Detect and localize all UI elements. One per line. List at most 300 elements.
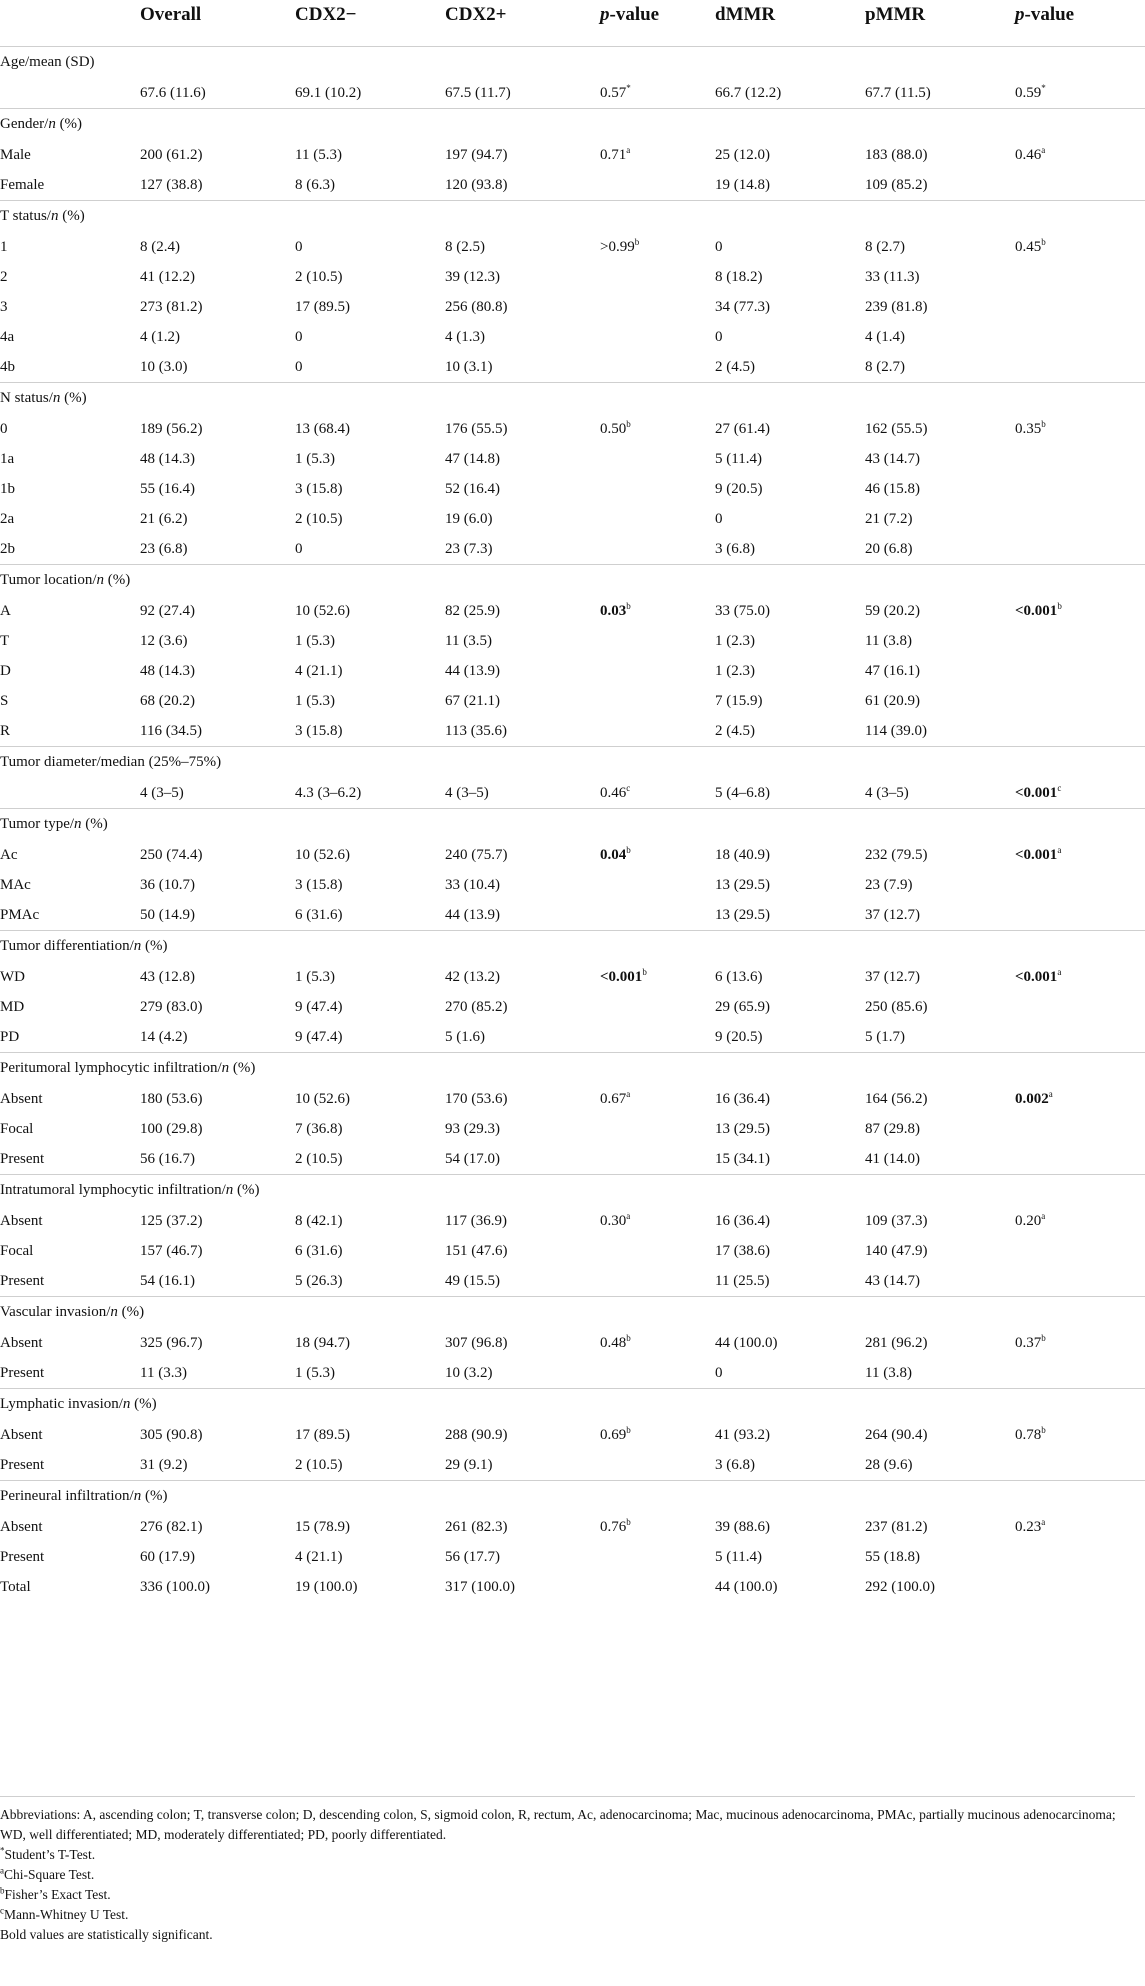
p-value-cdx2 [600, 962, 715, 992]
dmmr-value: 41 (93.2) [715, 1426, 770, 1443]
table-row [0, 716, 1145, 747]
p-value-cdx2 [600, 1266, 715, 1297]
p-value-mmr [1015, 870, 1145, 900]
table-row [0, 1420, 1145, 1450]
section-title: Tumor diameter/median (25%–75%) [0, 754, 222, 770]
p-value-mmr [1015, 1114, 1145, 1144]
dmmr-value: 5 (11.4) [715, 1548, 762, 1565]
section-title: Age/mean (SD) [0, 54, 95, 70]
cdx2-negative-value: 1 (5.3) [295, 1364, 335, 1381]
header-p-value-cdx2 [600, 0, 715, 47]
p-value-mmr [1015, 444, 1145, 474]
pmmr-value: 5 (1.7) [865, 1028, 905, 1045]
footnote-fisher [0, 1885, 1135, 1905]
overall-value: 55 (16.4) [140, 480, 195, 497]
cdx2-positive-value: 52 (16.4) [445, 480, 500, 497]
footnote-mark: * [0, 1845, 5, 1856]
overall-value: 14 (4.2) [140, 1028, 188, 1045]
test-marker: b [642, 966, 647, 977]
overall-value: 125 (37.2) [140, 1212, 203, 1229]
row-label: Present [0, 1456, 45, 1473]
overall-value: 41 (12.2) [140, 268, 195, 285]
table-row [0, 444, 1145, 474]
p-value-number: 0.69 [600, 1426, 627, 1443]
cdx2-negative-value: 13 (68.4) [295, 420, 350, 437]
pmmr-value: 59 (20.2) [865, 602, 920, 619]
overall-value: 60 (17.9) [140, 1548, 195, 1565]
p-value-mmr [1015, 140, 1145, 170]
p-value-mmr [1015, 1450, 1145, 1481]
cdx2-negative-value: 11 (5.3) [295, 146, 342, 163]
p-value-number: >0.99 [600, 238, 635, 255]
dmmr-value: 2 (4.5) [715, 358, 755, 375]
p-value-cdx2 [600, 474, 715, 504]
cdx2-negative-value: 18 (94.7) [295, 1334, 350, 1351]
test-marker: a [626, 144, 631, 155]
p-value-number: 0.78 [1015, 1426, 1042, 1443]
cdx2-negative-value: 6 (31.6) [295, 906, 343, 923]
row-label: 1a [0, 450, 15, 467]
test-marker: a [626, 1088, 631, 1099]
table-row [0, 534, 1145, 565]
cdx2-negative-value: 9 (47.4) [295, 1028, 343, 1045]
cdx2-negative-value: 3 (15.8) [295, 876, 343, 893]
section-header-row [0, 383, 1145, 414]
cdx2-positive-value: 170 (53.6) [445, 1090, 508, 1107]
overall-value: 157 (46.7) [140, 1242, 203, 1259]
cdx2-negative-value: 2 (10.5) [295, 268, 343, 285]
p-value-mmr [1015, 962, 1145, 992]
dmmr-value: 16 (36.4) [715, 1090, 770, 1107]
test-marker: b [626, 418, 631, 429]
overall-value: 92 (27.4) [140, 602, 195, 619]
row-label: MD [0, 998, 25, 1015]
cdx2-positive-value: 93 (29.3) [445, 1120, 500, 1137]
p-value-cdx2 [600, 686, 715, 716]
section-header-row [0, 1389, 1145, 1420]
cdx2-negative-value: 17 (89.5) [295, 298, 350, 315]
row-label: 2 [0, 268, 8, 285]
section-header-row [0, 201, 1145, 232]
pmmr-value: 37 (12.7) [865, 968, 920, 985]
pmmr-value: 114 (39.0) [865, 722, 927, 739]
p-value-cdx2 [600, 262, 715, 292]
row-label: Absent [0, 1518, 43, 1535]
dmmr-value: 19 (14.8) [715, 176, 770, 193]
cdx2-negative-value: 15 (78.9) [295, 1518, 350, 1535]
header-row [0, 0, 1145, 47]
cdx2-negative-value: 7 (36.8) [295, 1120, 343, 1137]
footnote-mark: c [0, 1905, 4, 1916]
p-value-mmr [1015, 1572, 1145, 1602]
dmmr-value: 44 (100.0) [715, 1578, 778, 1595]
table-row [0, 1144, 1145, 1175]
table-row [0, 962, 1145, 992]
dmmr-value: 3 (6.8) [715, 540, 755, 557]
test-marker: b [1041, 236, 1046, 247]
row-label: PD [0, 1028, 20, 1045]
cdx2-positive-value: 19 (6.0) [445, 510, 493, 527]
overall-value: 10 (3.0) [140, 358, 188, 375]
test-marker: b [626, 1424, 631, 1435]
row-label: 1b [0, 480, 15, 497]
section-header-row [0, 809, 1145, 840]
overall-value: 189 (56.2) [140, 420, 203, 437]
pmmr-value: 109 (85.2) [865, 176, 928, 193]
section-title: Intratumoral lymphocytic infiltration/n (%) [0, 1182, 260, 1198]
cdx2-positive-value: 42 (13.2) [445, 968, 500, 985]
dmmr-value: 0 [715, 510, 723, 527]
p-value-mmr [1015, 534, 1145, 565]
p-value-cdx2 [600, 170, 715, 201]
p-value-mmr [1015, 232, 1145, 262]
overall-value: 23 (6.8) [140, 540, 188, 557]
row-label: Present [0, 1150, 45, 1167]
p-value-mmr [1015, 414, 1145, 444]
p-value-mmr [1015, 1022, 1145, 1053]
p-value-cdx2 [600, 1358, 715, 1389]
p-value-number: <0.001 [1015, 784, 1058, 801]
test-marker: a [1057, 966, 1062, 977]
table-row [0, 352, 1145, 383]
section-title: Peritumoral lymphocytic infiltration/n (%) [0, 1060, 256, 1076]
table-row [0, 900, 1145, 931]
table-row [0, 1084, 1145, 1114]
table-row [0, 414, 1145, 444]
p-value-cdx2 [600, 1084, 715, 1114]
test-marker: b [1041, 1332, 1046, 1343]
pmmr-value: 46 (15.8) [865, 480, 920, 497]
cdx2-negative-value: 4 (21.1) [295, 662, 343, 679]
pmmr-value: 162 (55.5) [865, 420, 928, 437]
dmmr-value: 0 [715, 1364, 723, 1381]
test-marker: a [1048, 1088, 1053, 1099]
pmmr-value: 43 (14.7) [865, 1272, 920, 1289]
p-value-cdx2 [600, 140, 715, 170]
cdx2-negative-value: 2 (10.5) [295, 1150, 343, 1167]
table-row [0, 1542, 1145, 1572]
p-value-mmr [1015, 900, 1145, 931]
test-marker: b [634, 236, 640, 247]
cdx2-positive-value: 39 (12.3) [445, 268, 500, 285]
p-value-mmr [1015, 1420, 1145, 1450]
section-header-row [0, 565, 1145, 596]
table-row [0, 1114, 1145, 1144]
cdx2-negative-value: 1 (5.3) [295, 632, 335, 649]
cdx2-negative-value: 1 (5.3) [295, 450, 335, 467]
cdx2-positive-value: 56 (17.7) [445, 1548, 500, 1565]
pmmr-value: 264 (90.4) [865, 1426, 928, 1443]
row-label: Absent [0, 1426, 43, 1443]
p-value-cdx2 [600, 444, 715, 474]
test-marker: * [626, 82, 631, 93]
p-value-mmr [1015, 504, 1145, 534]
cdx2-positive-value: 270 (85.2) [445, 998, 508, 1015]
p-value-number: 0.59 [1015, 84, 1042, 101]
row-label: Absent [0, 1334, 43, 1351]
overall-value: 279 (83.0) [140, 998, 203, 1015]
cdx2-positive-value: 197 (94.7) [445, 146, 508, 163]
overall-value: 8 (2.4) [140, 238, 180, 255]
dmmr-value: 8 (18.2) [715, 268, 763, 285]
row-label: WD [0, 968, 25, 985]
dmmr-value: 2 (4.5) [715, 722, 755, 739]
p-value-cdx2 [600, 414, 715, 444]
pmmr-value: 33 (11.3) [865, 268, 920, 285]
p-value-number: 0.57 [600, 84, 627, 101]
header-overall: Overall [140, 0, 295, 47]
test-marker: a [626, 1210, 631, 1221]
section-header-row [0, 47, 1145, 79]
p-value-cdx2 [600, 716, 715, 747]
cdx2-negative-value: 3 (15.8) [295, 722, 343, 739]
p-value-cdx2 [600, 1236, 715, 1266]
section-header-row [0, 109, 1145, 140]
section-title: Gender/n (%) [0, 116, 83, 132]
table-row [0, 656, 1145, 686]
p-value-number: 0.46 [1015, 146, 1042, 163]
table-footnotes [0, 1796, 1135, 1945]
row-label [0, 778, 140, 809]
p-value-cdx2 [600, 1114, 715, 1144]
row-label: PMAc [0, 906, 40, 923]
dmmr-value: 0 [715, 328, 723, 345]
cdx2-positive-value: 256 (80.8) [445, 298, 508, 315]
dmmr-value: 3 (6.8) [715, 1456, 755, 1473]
p-value-cdx2 [600, 1328, 715, 1358]
cdx2-negative-value: 69.1 (10.2) [295, 84, 362, 101]
header-p-value-mmr [1015, 0, 1145, 47]
cdx2-negative-value: 0 [295, 238, 303, 255]
overall-value: 11 (3.3) [140, 1364, 187, 1381]
p-value-cdx2 [600, 322, 715, 352]
pmmr-value: 87 (29.8) [865, 1120, 920, 1137]
dmmr-value: 6 (13.6) [715, 968, 763, 985]
p-value-number: 0.46 [600, 784, 627, 801]
pmmr-value: 140 (47.9) [865, 1242, 928, 1259]
dmmr-value: 9 (20.5) [715, 1028, 763, 1045]
row-label: Focal [0, 1242, 34, 1259]
table-body [0, 47, 1145, 1603]
p-value-cdx2 [600, 232, 715, 262]
dmmr-value: 44 (100.0) [715, 1334, 778, 1351]
test-marker: b [1041, 418, 1046, 429]
dmmr-value: 5 (4–6.8) [715, 784, 770, 801]
footnote-student-t [0, 1845, 1135, 1865]
row-label: Present [0, 1364, 45, 1381]
section-header-row [0, 1175, 1145, 1206]
p-value-mmr [1015, 596, 1145, 626]
cdx2-negative-value: 0 [295, 358, 303, 375]
p-value-number: 0.45 [1015, 238, 1042, 255]
overall-value: 305 (90.8) [140, 1426, 203, 1443]
overall-value: 100 (29.8) [140, 1120, 203, 1137]
row-label: Focal [0, 1120, 34, 1137]
pmmr-value: 47 (16.1) [865, 662, 920, 679]
p-value-cdx2 [600, 870, 715, 900]
test-marker: b [626, 844, 631, 855]
table-row [0, 596, 1145, 626]
test-marker: c [1057, 782, 1062, 793]
p-value-mmr [1015, 1236, 1145, 1266]
section-header-row [0, 1297, 1145, 1328]
row-label: Male [0, 146, 31, 163]
header-p-rest: -value [1024, 4, 1075, 25]
row-label: A [0, 602, 11, 619]
p-value-mmr [1015, 840, 1145, 870]
table-row [0, 504, 1145, 534]
pmmr-value: 281 (96.2) [865, 1334, 928, 1351]
p-value-number: 0.20 [1015, 1212, 1042, 1229]
row-label: D [0, 662, 11, 679]
pmmr-value: 8 (2.7) [865, 238, 905, 255]
pmmr-value: 8 (2.7) [865, 358, 905, 375]
table-row [0, 1022, 1145, 1053]
p-value-cdx2 [600, 900, 715, 931]
p-value-number: 0.002 [1015, 1090, 1049, 1107]
p-value-cdx2 [600, 656, 715, 686]
p-value-mmr [1015, 170, 1145, 201]
cdx2-negative-value: 19 (100.0) [295, 1578, 358, 1595]
footnote-text: Fisher’s Exact Test. [4, 1887, 111, 1902]
p-value-number: <0.001 [1015, 968, 1058, 985]
dmmr-value: 7 (15.9) [715, 692, 763, 709]
p-value-mmr [1015, 322, 1145, 352]
pmmr-value: 41 (14.0) [865, 1150, 920, 1167]
table-row [0, 626, 1145, 656]
overall-value: 325 (96.7) [140, 1334, 203, 1351]
pmmr-value: 109 (37.3) [865, 1212, 928, 1229]
cdx2-negative-value: 0 [295, 540, 303, 557]
row-label: Absent [0, 1090, 43, 1107]
table-row [0, 686, 1145, 716]
p-value-mmr [1015, 1358, 1145, 1389]
p-value-mmr [1015, 262, 1145, 292]
table-row [0, 1512, 1145, 1542]
overall-value: 56 (16.7) [140, 1150, 195, 1167]
pmmr-value: 4 (3–5) [865, 784, 909, 801]
p-value-cdx2 [600, 1542, 715, 1572]
row-label: 0 [0, 420, 8, 437]
cdx2-negative-value: 8 (6.3) [295, 176, 335, 193]
row-label: Ac [0, 846, 18, 863]
p-value-number: <0.001 [1015, 846, 1058, 863]
p-value-cdx2 [600, 1572, 715, 1602]
pmmr-value: 292 (100.0) [865, 1578, 935, 1595]
cdx2-positive-value: 288 (90.9) [445, 1426, 508, 1443]
dmmr-value: 33 (75.0) [715, 602, 770, 619]
cdx2-positive-value: 49 (15.5) [445, 1272, 500, 1289]
table-row [0, 840, 1145, 870]
overall-value: 68 (20.2) [140, 692, 195, 709]
overall-value: 180 (53.6) [140, 1090, 203, 1107]
pmmr-value: 28 (9.6) [865, 1456, 913, 1473]
cdx2-positive-value: 29 (9.1) [445, 1456, 493, 1473]
row-label: Absent [0, 1212, 43, 1229]
p-value-mmr [1015, 992, 1145, 1022]
cdx2-positive-value: 120 (93.8) [445, 176, 508, 193]
section-title: Perineural infiltration/n (%) [0, 1488, 168, 1504]
p-value-mmr [1015, 292, 1145, 322]
footnote-text: Student’s T-Test. [4, 1847, 96, 1862]
cdx2-negative-value: 10 (52.6) [295, 846, 350, 863]
p-value-mmr [1015, 686, 1145, 716]
dmmr-value: 39 (88.6) [715, 1518, 770, 1535]
pmmr-value: 21 (7.2) [865, 510, 913, 527]
p-value-mmr [1015, 1266, 1145, 1297]
p-value-mmr [1015, 474, 1145, 504]
cdx2-positive-value: 151 (47.6) [445, 1242, 508, 1259]
pmmr-value: 250 (85.6) [865, 998, 928, 1015]
cdx2-negative-value: 10 (52.6) [295, 602, 350, 619]
cdx2-positive-value: 54 (17.0) [445, 1150, 500, 1167]
pmmr-value: 183 (88.0) [865, 146, 928, 163]
row-label [0, 78, 140, 109]
dmmr-value: 0 [715, 238, 723, 255]
p-value-number: 0.48 [600, 1334, 627, 1351]
p-value-number: 0.23 [1015, 1518, 1042, 1535]
overall-value: 50 (14.9) [140, 906, 195, 923]
cdx2-positive-value: 4 (3–5) [445, 784, 489, 801]
table-row [0, 170, 1145, 201]
pmmr-value: 23 (7.9) [865, 876, 913, 893]
p-value-cdx2 [600, 596, 715, 626]
p-value-cdx2 [600, 534, 715, 565]
cdx2-negative-value: 3 (15.8) [295, 480, 343, 497]
pmmr-value: 11 (3.8) [865, 632, 912, 649]
cdx2-negative-value: 1 (5.3) [295, 968, 335, 985]
table-row [0, 992, 1145, 1022]
cdx2-negative-value: 5 (26.3) [295, 1272, 343, 1289]
p-value-cdx2 [600, 1512, 715, 1542]
cdx2-negative-value: 4 (21.1) [295, 1548, 343, 1565]
cdx2-positive-value: 317 (100.0) [445, 1578, 515, 1595]
dmmr-value: 1 (2.3) [715, 662, 755, 679]
section-title: Tumor type/n (%) [0, 816, 108, 832]
test-marker: a [1041, 1516, 1046, 1527]
pmmr-value: 20 (6.8) [865, 540, 913, 557]
test-marker: * [1041, 82, 1046, 93]
section-title: Tumor differentiation/n (%) [0, 938, 168, 954]
section-title: N status/n (%) [0, 390, 87, 406]
overall-value: 116 (34.5) [140, 722, 202, 739]
dmmr-value: 9 (20.5) [715, 480, 763, 497]
pmmr-value: 43 (14.7) [865, 450, 920, 467]
pmmr-value: 237 (81.2) [865, 1518, 928, 1535]
overall-value: 273 (81.2) [140, 298, 203, 315]
overall-value: 43 (12.8) [140, 968, 195, 985]
header-dmmr: dMMR [715, 0, 865, 47]
overall-value: 336 (100.0) [140, 1578, 210, 1595]
footnote-chi-square [0, 1865, 1135, 1885]
section-title: Vascular invasion/n (%) [0, 1304, 145, 1320]
p-value-number: <0.001 [1015, 602, 1058, 619]
overall-value: 48 (14.3) [140, 450, 195, 467]
row-label: 1 [0, 238, 8, 255]
table-row [0, 1266, 1145, 1297]
row-label: 2b [0, 540, 15, 557]
cdx2-negative-value: 8 (42.1) [295, 1212, 343, 1229]
overall-value: 67.6 (11.6) [140, 84, 206, 101]
header-pmmr: pMMR [865, 0, 1015, 47]
overall-value: 54 (16.1) [140, 1272, 195, 1289]
p-value-cdx2 [600, 840, 715, 870]
overall-value: 21 (6.2) [140, 510, 188, 527]
dmmr-value: 27 (61.4) [715, 420, 770, 437]
dmmr-value: 17 (38.6) [715, 1242, 770, 1259]
header-p-rest: -value [609, 4, 660, 25]
table-row [0, 1358, 1145, 1389]
